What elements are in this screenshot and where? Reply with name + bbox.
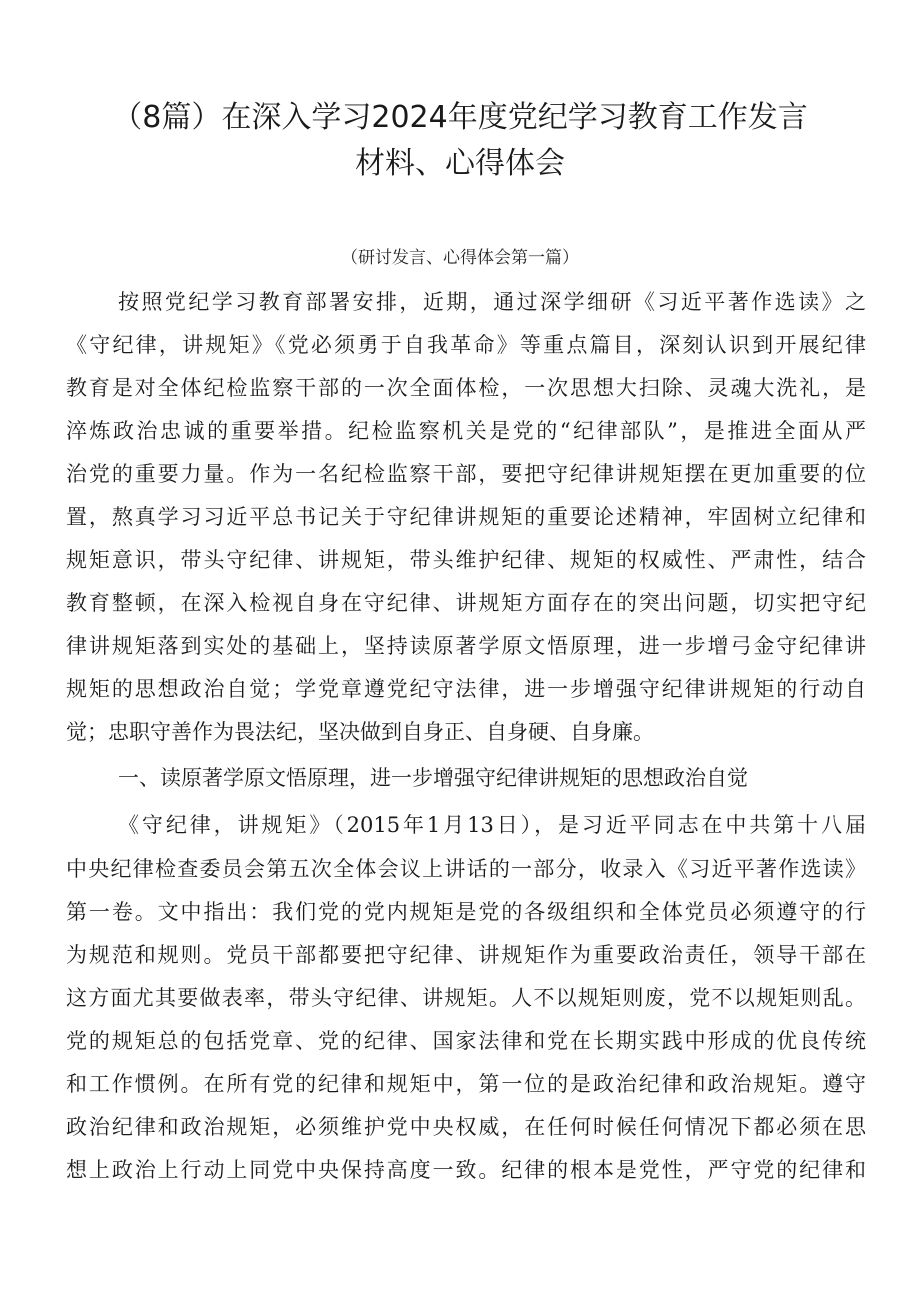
body-line: 置，熬真学习习近平总书记关于守纪律讲规矩的重要论述精神，牢固树立纪律和 <box>66 505 866 529</box>
document-title-line-1: （8篇）在深入学习2024年度党纪学习教育工作发言 <box>112 100 808 135</box>
body-line: 政治纪律和政治规矩，必须维护党中央权威，在任何时候任何情况下都必须在思 <box>66 1115 866 1139</box>
body-line: 想上政治上行动上同党中央保持高度一致。纪律的根本是党性，严守党的纪律和 <box>66 1158 866 1182</box>
body-line: 律讲规矩落到实处的基础上，坚持读原著学原文悟原理，进一步增弓金守纪律讲 <box>66 634 866 658</box>
body-line: 第一卷。文中指出：我们党的党内规矩是党的各级组织和全体党员必须遵守的行 <box>66 900 866 924</box>
body-line: 为规范和规则。党员干部都要把守纪律、讲规矩作为重要政治责任，领导干部在 <box>66 943 866 967</box>
body-line: 《守纪律，讲规矩》（2015年1月13日），是习近平同志在中共第十八届 <box>118 813 866 837</box>
section-heading: 一、读原著学原文悟原理，进一步增强守纪律讲规矩的思想政治自觉 <box>118 766 748 790</box>
body-line: 和工作惯例。在所有党的纪律和规矩中，第一位的是政治纪律和政治规矩。遵守 <box>66 1072 866 1096</box>
document-title-line-2: 材料、心得体会 <box>355 146 565 181</box>
body-line: 治党的重要力量。作为一名纪检监察干部，要把守纪律讲规矩摆在更加重要的位 <box>66 462 866 486</box>
body-line: 觉；忠职守善作为畏法纪，坚决做到自身正、自身硬、自身廉。 <box>66 720 654 744</box>
body-line: 教育整顿，在深入检视自身在守纪律、讲规矩方面存在的突出问题，切实把守纪 <box>66 591 866 615</box>
body-line: 党的规矩总的包括党章、党的纪律、国家法律和党在长期实践中形成的优良传统 <box>66 1029 866 1053</box>
body-line: 规矩的思想政治自觉；学党章遵党纪守法律，进一步增强守纪律讲规矩的行动自 <box>66 677 866 701</box>
body-line: 这方面尤其要做表率，带头守纪律、讲规矩。人不以规矩则废，党不以规矩则乱。 <box>66 986 866 1010</box>
body-line: 规矩意识，带头守纪律、讲规矩，带头维护纪律、规矩的权威性、严肃性，结合 <box>66 548 866 572</box>
body-line: 教育是对全体纪检监察干部的一次全面体检，一次思想大扫除、灵魂大洗礼，是 <box>66 376 866 400</box>
body-line: 淬炼政治忠诚的重要举措。纪检监察机关是党的“纪律部队”，是推进全面从严 <box>66 419 866 443</box>
body-line: 《守纪律，讲规矩》《党必须勇于自我革命》等重点篇目，深刻认识到开展纪律 <box>66 333 866 357</box>
body-line: 中央纪律检查委员会第五次全体会议上讲话的一部分，收录入《习近平著作选读》 <box>66 857 866 881</box>
body-line: 按照党纪学习教育部署安排，近期，通过深学细研《习近平著作选读》之 <box>118 290 866 314</box>
section-subtitle: （研讨发言、心得体会第一篇） <box>341 248 579 268</box>
